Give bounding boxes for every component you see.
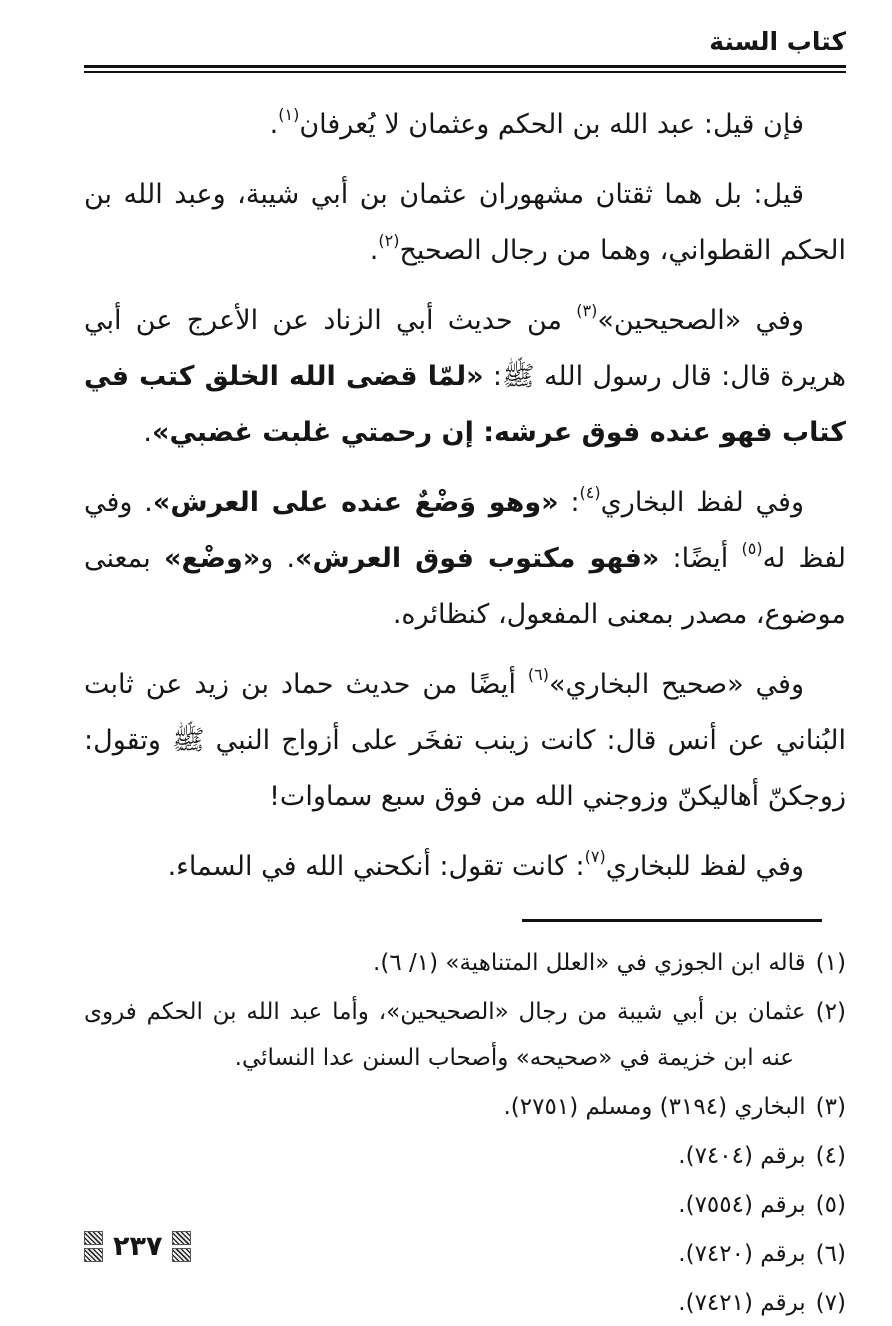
text-segment: . bbox=[143, 416, 153, 448]
footnote-ref-marker: (٣) bbox=[576, 300, 598, 320]
hadith-text-segment: «وهو وَضْعٌ عنده على العرش» bbox=[152, 486, 559, 518]
text-segment: وفي «الصحيحين» bbox=[597, 304, 804, 336]
footnote-text: البخاري (٣١٩٤) ومسلم (٢٧٥١). bbox=[503, 1093, 806, 1120]
footnote-item bbox=[84, 940, 846, 986]
footnote-text: عثمان بن أبي شيبة من رجال «الصحيحين»، وأما عبد الله بن الحكم فروى عنه ابن خزيمة في «صحيحه» وأصحاب السنن عدا النسائي. bbox=[84, 998, 806, 1071]
footnote-item bbox=[84, 1182, 846, 1228]
body-paragraph bbox=[84, 475, 846, 643]
footnote-number: (٢) bbox=[815, 998, 846, 1025]
ornament-icon bbox=[172, 1231, 191, 1262]
footnote-number: (٦) bbox=[815, 1240, 846, 1267]
term-segment: «وضْع» bbox=[164, 542, 261, 574]
footnote-ref-marker: (٥) bbox=[741, 538, 763, 558]
footnote-separator-rule bbox=[522, 919, 822, 922]
text-segment: أيضًا من حديث حماد بن زيد عن ثابت البُناني عن أنس قال: كانت زينب تفخَر على أزواج النبي ﷺ وتقول: زوجكنّ أهاليكنّ وزوجني الله من فوق سبع سماوات! bbox=[84, 668, 846, 812]
text-segment: قيل: بل هما ثقتان مشهوران عثمان بن أبي شيبة، وعبد الله بن الحكم القطواني، وهما من رجال الصحيح bbox=[84, 178, 846, 266]
footnotes-section bbox=[84, 940, 846, 1326]
text-segment: . وفي لفظ له bbox=[84, 486, 846, 574]
text-segment: . bbox=[269, 108, 279, 140]
text-segment: وفي لفظ البخاري bbox=[600, 486, 804, 518]
footnote-number: (٣) bbox=[815, 1093, 846, 1120]
text-segment: فإن قيل: عبد الله بن الحكم وعثمان لا يُعرفان bbox=[299, 108, 804, 140]
header-double-rule bbox=[84, 65, 846, 73]
footnote-ref-marker: (٧) bbox=[584, 846, 606, 866]
footnote-item bbox=[84, 989, 846, 1081]
footnote-ref-marker: (٤) bbox=[579, 482, 601, 502]
footnote-ref-marker: (٢) bbox=[378, 230, 400, 250]
text-segment: وفي لفظ للبخاري bbox=[605, 850, 804, 882]
page-header bbox=[84, 26, 846, 73]
footnote-text: برقم (٧٤٢١). bbox=[678, 1289, 806, 1316]
body-paragraph bbox=[84, 167, 846, 279]
text-segment: . و bbox=[260, 542, 296, 574]
footnote-text: برقم (٧٤٢٠). bbox=[678, 1240, 806, 1267]
page-footer bbox=[0, 1231, 892, 1262]
footnote-number: (٤) bbox=[815, 1142, 846, 1169]
footnote-number: (٧) bbox=[815, 1289, 846, 1316]
text-segment: . bbox=[369, 234, 379, 266]
hadith-text-segment: «لمّا قضى الله الخلق كتب في كتاب فهو عنده فوق عرشه: إن رحمتي غلبت غضبي» bbox=[84, 360, 846, 448]
page-number: ٢٣٧ bbox=[113, 1231, 163, 1262]
footnote-ref-marker: (١) bbox=[278, 104, 300, 124]
footnote-number: (١) bbox=[815, 949, 846, 976]
text-segment: أيضًا: bbox=[659, 542, 742, 574]
footnote-text: برقم (٧٤٠٤). bbox=[678, 1142, 806, 1169]
body-paragraph bbox=[84, 293, 846, 461]
text-segment: : bbox=[558, 486, 580, 518]
text-segment: : كانت تقول: أنكحني الله في السماء. bbox=[167, 850, 585, 882]
text-segment: من حديث أبي الزناد عن الأعرج عن أبي هريرة قال: قال رسول الله ﷺ: bbox=[84, 304, 847, 392]
running-head-title: كتاب السنة bbox=[709, 27, 846, 56]
body-paragraph bbox=[84, 97, 846, 153]
footnote-item bbox=[84, 1280, 846, 1326]
footnote-item bbox=[84, 1084, 846, 1130]
ornament-icon bbox=[84, 1231, 103, 1262]
text-segment: وفي «صحيح البخاري» bbox=[548, 668, 804, 700]
body-paragraph bbox=[84, 839, 846, 895]
footnote-text: قاله ابن الجوزي في «العلل المتناهية» (١/ ٦). bbox=[373, 949, 806, 976]
footnote-text: برقم (٧٥٥٤). bbox=[678, 1191, 806, 1218]
footnote-item bbox=[84, 1133, 846, 1179]
text-segment: بمعنى موضوع، مصدر بمعنى المفعول، كنظائره. bbox=[84, 542, 846, 630]
hadith-text-segment: «فهو مكتوب فوق العرش» bbox=[295, 542, 660, 574]
footnote-number: (٥) bbox=[815, 1191, 846, 1218]
footnote-ref-marker: (٦) bbox=[527, 664, 549, 684]
body-text bbox=[84, 97, 846, 895]
body-paragraph bbox=[84, 657, 846, 825]
